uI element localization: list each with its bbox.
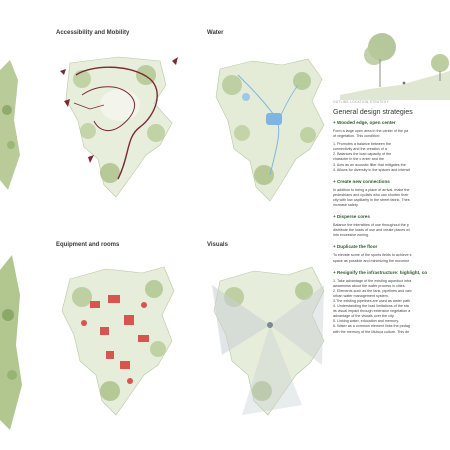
tree-cluster (145, 280, 163, 298)
left-edge-bottom-svg (0, 255, 22, 430)
illustration-trees (340, 25, 450, 100)
strategy-heading: + Duplicate the floor (333, 244, 378, 250)
text-line: 4. Understanding the load limitations of the sta (333, 304, 409, 309)
text-line: of vegetation. This condition: (333, 134, 380, 139)
text-line: 1. Take advantage of the existing aqueduct infra (333, 278, 412, 283)
map-equipment (60, 265, 182, 420)
tree-cluster (300, 127, 316, 143)
panel-title-water: Water (207, 30, 224, 36)
text-line: space as possible and minimizing the moveme (333, 258, 410, 263)
tree-cluster (254, 165, 274, 185)
text-line: 3.The existing pipelines are used as water path (333, 298, 411, 303)
text-line: pedestrians and cyclists who can shorten their (333, 192, 409, 197)
equipment-room (108, 295, 120, 303)
illustration-trees-svg (340, 25, 450, 100)
strategy-heading: + Resignify the infrastructure: highlight, co (333, 269, 428, 275)
tree-cluster (147, 124, 165, 142)
equipment-room (106, 351, 114, 359)
strategy-heading: + Wooded edge, open center (333, 120, 396, 125)
text-line: Form a large open area in the center of the pa (333, 129, 409, 133)
strategy-paragraph (333, 223, 450, 238)
panel-title-equipment: Equipment and rooms (56, 242, 120, 248)
text-line: increase safety. (333, 203, 359, 208)
vegetation-patch (0, 255, 22, 430)
map-visuals-svg (212, 265, 330, 420)
panel-title-accessibility: Accessibility and Mobility (56, 30, 130, 36)
strategy-section (333, 244, 450, 263)
text-line: city with low capillarity in the street fabric. Thes (333, 197, 410, 202)
tree-cluster (7, 141, 15, 149)
tree-cluster (2, 105, 12, 115)
text-line: To elevate some of the sports fields to achieve s (333, 253, 412, 258)
tree-cluster (80, 123, 96, 139)
text-line: 2. Balances the load capacity of the (333, 152, 392, 157)
text-line: awareness about the water process in cities. (333, 283, 406, 288)
strategy-paragraph (333, 188, 450, 208)
map-water (212, 55, 330, 205)
map-visuals (212, 265, 330, 420)
strategy-section (333, 270, 450, 335)
strategy-section (333, 179, 450, 208)
access-arrow-icon (172, 57, 178, 65)
map-water-svg (212, 55, 330, 205)
left-edge-map-bottom (0, 255, 22, 430)
map-equipment-svg (60, 265, 182, 420)
left-edge-top-svg (0, 60, 20, 190)
tree-cluster (7, 370, 17, 380)
tree-cluster (73, 70, 91, 88)
text-line: connectivity and the creation of a (333, 147, 387, 152)
strategy-paragraph (333, 129, 450, 139)
equipment-marker (81, 320, 87, 326)
map-accessibility (60, 55, 182, 205)
text-line: distribute the loads of use and create places wi (333, 228, 410, 233)
map-accessibility-svg (60, 55, 182, 205)
tree-cluster (2, 309, 14, 321)
text-line: 4. Allows for diversity in the spaces and intensit (333, 167, 411, 172)
strategy-heading: + Disperse cores (333, 214, 370, 220)
tree-icon (364, 45, 384, 65)
text-line: with the memory of the Muisca culture. This de (333, 329, 410, 334)
equipment-room (100, 327, 109, 335)
strategy-sections (333, 120, 450, 335)
strategy-paragraph (333, 279, 450, 335)
text-line: its visual impact through extensive vegetation a (333, 309, 411, 314)
text-line: Balance the intensities of use throughout the p (333, 223, 409, 228)
text-line: character in the c enter and the (333, 157, 385, 162)
text-line: 1. Promotes a balance between the (333, 142, 392, 147)
strategy-section (333, 120, 450, 173)
tree-icon (431, 54, 449, 72)
text-line: urban water management system. (333, 293, 389, 298)
equipment-room (90, 301, 100, 308)
panel-title-visuals: Visuals (207, 242, 228, 248)
strategies-heading: General design strategies (333, 109, 413, 116)
equipment-room (138, 335, 149, 342)
strategy-section (333, 214, 450, 238)
tree-cluster (293, 72, 311, 90)
tree-cluster (72, 287, 92, 307)
viewpoint-marker (267, 322, 273, 328)
text-line: In addition to being a place of arrival. make the (333, 187, 410, 192)
equipment-marker (127, 378, 133, 384)
tree-cluster (234, 125, 250, 141)
text-line: into excessive zoning. (333, 233, 370, 238)
strategy-paragraph (333, 142, 450, 173)
equipment-room (120, 361, 130, 369)
section-eyebrow: OUTLINE LOCATION STRATEGY (333, 100, 390, 104)
tree-cluster (100, 163, 120, 183)
tree-cluster (222, 75, 242, 95)
text-line: 6. Water as a common element links the pedag (333, 324, 410, 329)
open-center (100, 89, 140, 121)
tree-cluster (150, 341, 166, 357)
access-arrow-icon (60, 69, 66, 75)
water-pond (242, 93, 250, 101)
tree-cluster (100, 381, 120, 401)
strategy-heading: + Create new connections (333, 178, 390, 184)
text-line: advantage of the visuals over the city. (333, 314, 395, 319)
ground-slope (340, 71, 450, 100)
vegetation-patch (0, 60, 20, 190)
text-line: 2. Elements such as the tank, pipelines and valv (333, 288, 412, 293)
strategies-text-column (333, 100, 450, 430)
access-arrow-icon (88, 155, 94, 163)
left-edge-map-top (0, 60, 20, 190)
figure-icon (403, 82, 406, 85)
equipment-marker (141, 302, 147, 308)
strategy-paragraph (333, 253, 450, 263)
text-line: 5. Linking water, education and memory. (333, 319, 399, 324)
text-line: 3. Acts as an acoustic filter that mitigates the (333, 162, 406, 167)
equipment-room (124, 315, 134, 325)
